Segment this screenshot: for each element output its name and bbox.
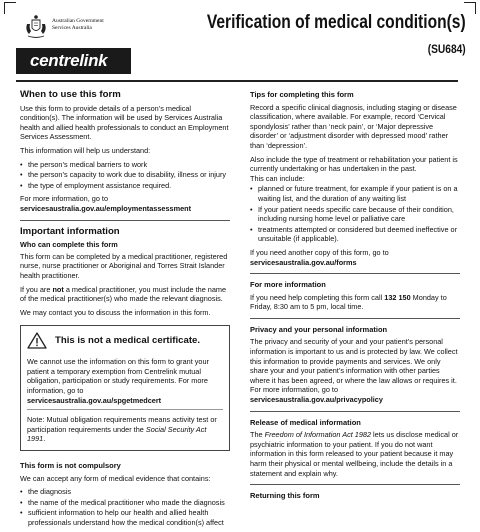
forms-link[interactable]: servicesaustralia.gov.au/forms — [250, 257, 357, 267]
emphasis-text: not — [52, 284, 64, 294]
text: . — [43, 434, 46, 444]
list-item: • sufficient information to help our health and allied health professionals understand how the medical condition(s) affect — [20, 508, 230, 527]
paragraph — [250, 248, 460, 267]
paragraph — [250, 430, 460, 478]
link-intro: For more information, go to — [20, 194, 109, 204]
note-paragraph — [27, 415, 223, 444]
text: We cannot use the information on this form to grant your patient a temporary exemption from Centrelink mutual obligation, participation or study requirements. For more information, go to — [27, 357, 209, 396]
bullet-list — [20, 487, 230, 527]
section-divider — [20, 220, 230, 221]
act-name: Social Security Act 1991 — [27, 424, 207, 444]
section-heading-release: Release of medical information — [250, 417, 361, 427]
header-divider — [16, 80, 458, 82]
list-item: • the person’s capacity to work due to disability, illness or injury — [20, 170, 230, 180]
bullet-list — [20, 160, 230, 191]
list-item: • the diagnosis — [20, 487, 230, 497]
form-header — [16, 8, 468, 72]
form-code: (SU684) — [428, 42, 466, 56]
list-item: • the type of employment assistance required. — [20, 181, 230, 191]
text: If you need help completing this form call — [250, 292, 385, 302]
text: The — [250, 430, 265, 440]
right-column — [250, 88, 460, 504]
act-name: Freedom of Information Act 1982 — [264, 430, 372, 440]
bullet-list — [250, 184, 460, 244]
section-heading-important-info: Important information — [20, 225, 120, 237]
paragraph: This can include: — [250, 173, 305, 183]
warning-icon — [27, 332, 47, 349]
section-divider — [250, 318, 460, 319]
gov-line-2: Services Australia — [52, 25, 92, 31]
paragraph: We may contact you to discuss the information in this form. — [20, 307, 211, 317]
notice-header — [27, 332, 223, 349]
paragraph: This information will help us understand: — [20, 145, 151, 155]
text: The privacy and security of your and your patient’s personal information is important to us and is protected by law. We collect this information to provide payments and services. We only share your and your patient’s information with other parties where it has been agreed, or where the law allows or requires it. For more information, go to — [250, 337, 458, 395]
paragraph: This form can be completed by a medical practitioner, registered nurse, nurse practitioner or Aboriginal and Torres Strait Islander health practitioner. — [20, 251, 228, 280]
list-item: • planned or future treatment, for example if your patient is on a waiting list, and the duration of any waiting list — [250, 184, 460, 203]
list-item: • the name of the medical practitioner who made the diagnosis — [20, 498, 230, 508]
text: Note: Mutual obligation requirements means activity test or participation requirements under the — [27, 415, 217, 434]
notice-divider — [27, 409, 223, 410]
centrelink-brand-bar — [16, 48, 131, 74]
left-column — [20, 88, 230, 532]
paragraph — [27, 357, 223, 405]
list-item: • treatments attempted or considered but deemed ineffective or unsuitable (if applicable). — [250, 225, 460, 244]
section-divider — [250, 484, 460, 485]
section-heading-not-compulsory: This form is not compulsory — [20, 461, 121, 471]
section-divider — [250, 411, 460, 412]
privacy-policy-link[interactable]: servicesaustralia.gov.au/privacypolicy — [250, 395, 383, 405]
text: lets us disclose medical or psychiatric information to your patient. If you do not want information in this form released to your patient because it may harm their physical or mental wellbeing, include the details in a statement and explain why. — [250, 430, 459, 478]
paragraph: Also include the type of treatment or rehabilitation your patient is currently undertaking or has undertaken in the past. — [250, 154, 458, 174]
subheading-who-can-complete: Who can complete this form — [20, 240, 118, 250]
text: Monday to Friday, 8:30 am to 5 pm, local time. — [250, 292, 447, 312]
text: a medical practitioner, you must include the name of the medical practitioner(s) who made the relevant diagnosis. — [20, 284, 227, 304]
text: If you are — [20, 284, 53, 294]
government-name — [52, 18, 104, 32]
centrelink-logo-text: centrelink — [30, 51, 108, 70]
form-title: Verification of medical condition(s) — [207, 12, 466, 33]
medical-certificate-link[interactable]: servicesaustralia.gov.au/spgetmedcert — [27, 395, 162, 405]
notice-title: This is not a medical certificate. — [55, 334, 201, 346]
employment-assessment-link[interactable]: servicesaustralia.gov.au/employmentassessment — [20, 203, 192, 213]
not-medical-certificate-notice — [20, 325, 230, 451]
paragraph: We can accept any form of medical evidence that contains: — [20, 473, 211, 483]
paragraph — [250, 337, 460, 404]
text: If you need another copy of this form, go to — [250, 247, 389, 257]
list-item: • If your patient needs specific care because of their condition, including nursing home level or palliative care — [250, 205, 460, 224]
coat-of-arms-icon — [24, 14, 48, 40]
section-heading-returning: Returning this form — [250, 491, 320, 501]
section-divider — [250, 273, 460, 274]
section-heading-privacy: Privacy and your personal information — [250, 324, 388, 334]
paragraph: Record a specific clinical diagnosis, including staging or disease classification, where available. For example, record ‘Cervical spondylosis’ rather than ‘neck pain’, or ‘Major depressive disorder’ or ‘adjustment disorder with depressed mood’ rather than ‘depression’. — [250, 102, 457, 150]
paragraph — [20, 194, 230, 213]
section-heading-when-to-use: When to use this form — [20, 89, 121, 100]
phone-number: 132 150 — [384, 292, 411, 302]
gov-line-1: Australian Government — [52, 18, 104, 24]
government-logo — [24, 14, 104, 40]
crop-mark-top-left — [4, 2, 16, 14]
section-heading-tips: Tips for completing this form — [250, 90, 354, 99]
section-heading-more-info: For more information — [250, 280, 326, 290]
paragraph — [20, 285, 230, 304]
paragraph — [250, 293, 460, 312]
list-item: • the person’s medical barriers to work — [20, 160, 230, 170]
paragraph: Use this form to provide details of a person’s medical condition(s). The information will be used by Services Australia health and allied health professionals to conduct an Employment Services Assessment. — [20, 103, 229, 142]
